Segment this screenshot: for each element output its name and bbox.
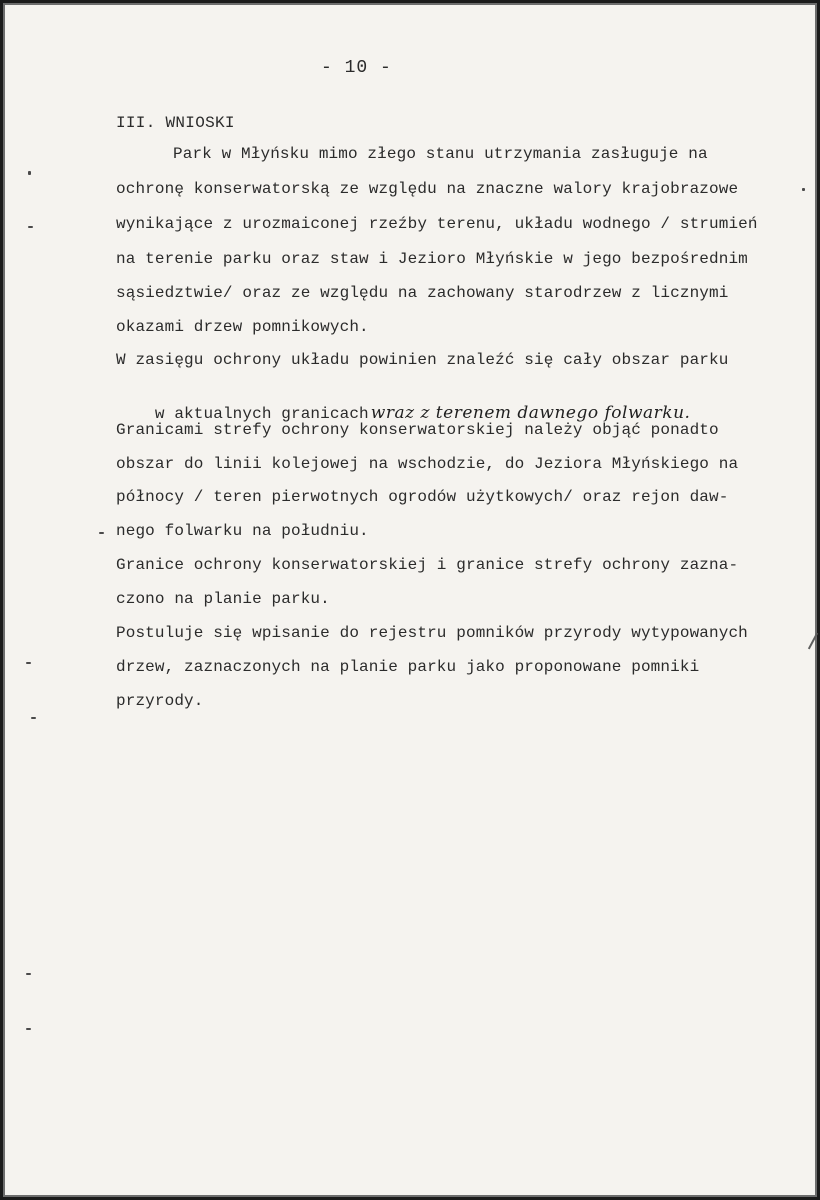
- paragraph-line-11: północy / teren pierwotnych ogrodów użytkowych/ oraz rejon daw-: [116, 488, 729, 506]
- section-heading: III. WNIOSKI: [116, 114, 235, 132]
- margin-mark: [26, 973, 31, 975]
- margin-mark: [28, 171, 31, 175]
- margin-mark: [26, 662, 31, 664]
- paragraph-line-7: W zasięgu ochrony układu powinien znaleźć się cały obszar parku: [116, 351, 729, 369]
- margin-mark: [808, 633, 818, 650]
- handwritten-addition: wraz z terenem dawnego folwarku.: [370, 403, 691, 423]
- paragraph-line-1: Park w Młyńsku mimo złego stanu utrzymania zasługuje na: [173, 145, 708, 163]
- margin-mark: [802, 188, 805, 191]
- paragraph-line-10: obszar do linii kolejowej na wschodzie, do Jeziora Młyńskiego na: [116, 455, 739, 473]
- margin-mark: [31, 717, 36, 719]
- paragraph-line-17: przyrody.: [116, 692, 204, 710]
- paragraph-line-4: na terenie parku oraz staw i Jezioro Młyńskie w jego bezpośrednim: [116, 250, 748, 268]
- paragraph-line-14: czono na planie parku.: [116, 590, 330, 608]
- paragraph-line-12: nego folwarku na południu.: [116, 522, 369, 540]
- paragraph-line-15: Postuluje się wpisanie do rejestru pomników przyrody wytypowanych: [116, 624, 748, 642]
- page-number: - 10 -: [321, 58, 392, 78]
- paragraph-line-5: sąsiedztwie/ oraz ze względu na zachowany starodrzew z licznymi: [116, 284, 729, 302]
- paragraph-line-16: drzew, zaznaczonych na planie parku jako proponowane pomniki: [116, 658, 700, 676]
- margin-mark: [28, 226, 33, 228]
- paragraph-line-2: ochronę konserwatorską ze względu na znaczne walory krajobrazowe: [116, 180, 739, 198]
- paragraph-line-6: okazami drzew pomnikowych.: [116, 318, 369, 336]
- typed-text: w aktualnych granicach: [154, 405, 369, 423]
- paragraph-line-9: Granicami strefy ochrony konserwatorskiej należy objąć ponadto: [116, 421, 719, 439]
- paragraph-line-3: wynikające z urozmaiconej rzeźby terenu, układu wodnego / strumień: [116, 215, 758, 233]
- paragraph-line-13: Granice ochrony konserwatorskiej i granice strefy ochrony zazna-: [116, 556, 739, 574]
- margin-mark: [26, 1028, 31, 1030]
- margin-mark: [99, 532, 104, 534]
